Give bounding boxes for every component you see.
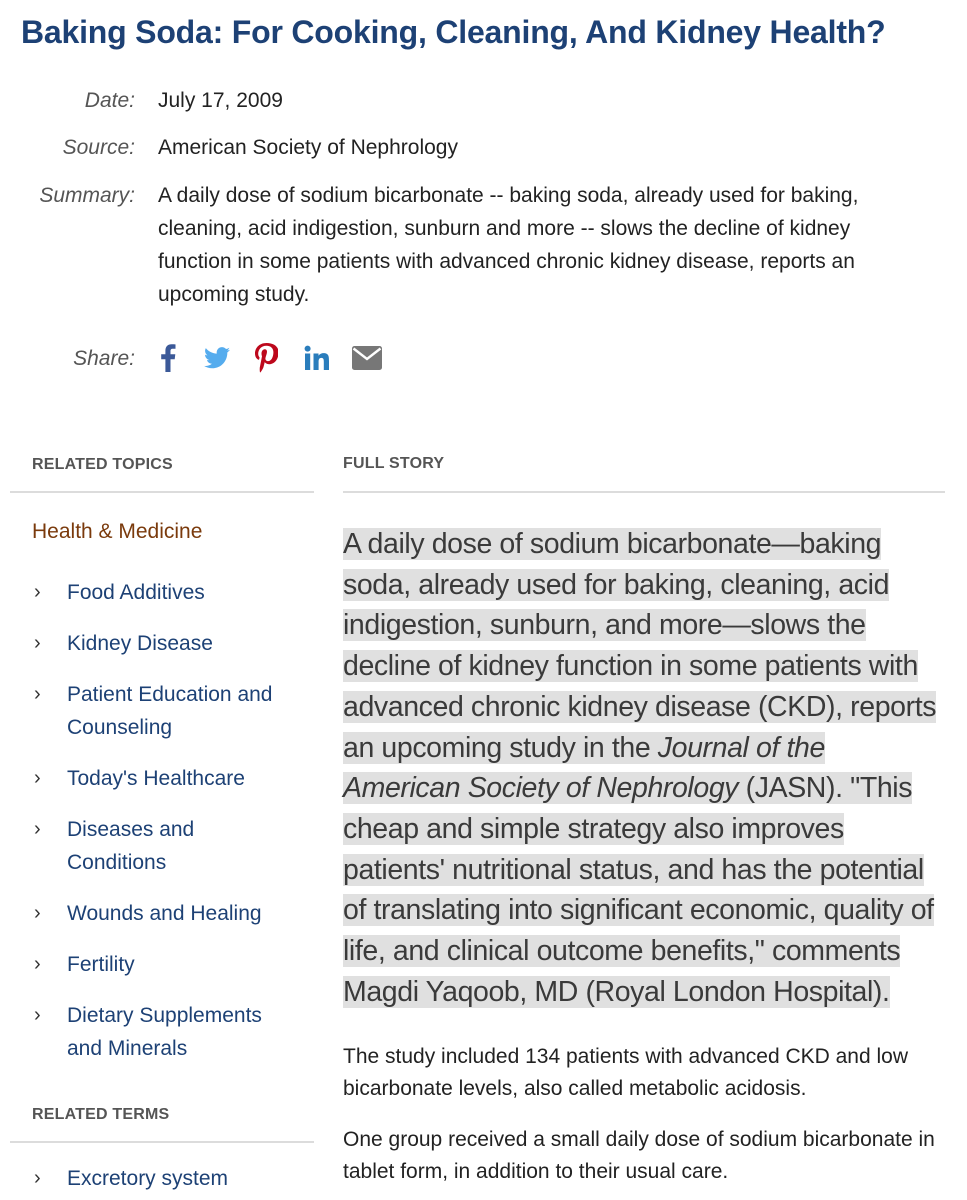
source-value: American Society of Nephrology bbox=[158, 136, 458, 159]
chevron-right-icon: › bbox=[34, 581, 41, 603]
chevron-right-icon: › bbox=[34, 953, 41, 975]
share-label: Share: bbox=[73, 347, 135, 370]
lead-text-2: (JASN). "This cheap and simple strategy also improves patients' nutritional status, and has the potential of translating into significant economic, quality of life, and clinical outcome benefits," comments Magdi Yaqoob, MD (Royal London Hospital). bbox=[343, 772, 934, 1008]
chevron-right-icon: › bbox=[34, 1167, 41, 1189]
topic-item[interactable]: › Today's Healthcare bbox=[32, 762, 317, 795]
topic-item[interactable]: › Patient Education and Counseling bbox=[32, 678, 317, 744]
story-divider bbox=[343, 491, 945, 493]
story-paragraph: The study included 134 patients with advanced CKD and low bicarbonate levels, also called metabolic acidosis. bbox=[343, 1045, 909, 1100]
topic-category[interactable]: Health & Medicine bbox=[32, 520, 203, 543]
lead-text-1: A daily dose of sodium bicarbonate—baking soda, already used for baking, cleaning, acid indigestion, sunburn, and more—slows the decline of kidney function in some patients with advanced chronic kidney disease (CKD), reports an upcoming study in the bbox=[343, 528, 937, 764]
chevron-right-icon: › bbox=[34, 683, 41, 705]
source-label: Source: bbox=[62, 136, 135, 159]
share-icons bbox=[160, 340, 402, 376]
summary-label: Summary: bbox=[39, 184, 135, 207]
full-story-heading: FULL STORY bbox=[343, 455, 445, 472]
chevron-right-icon: › bbox=[34, 767, 41, 789]
related-terms-list bbox=[32, 1162, 317, 1195]
topic-item[interactable]: › Kidney Disease bbox=[32, 627, 317, 660]
article-title: Baking Soda: For Cooking, Cleaning, And Kidney Health? bbox=[21, 14, 886, 50]
term-item[interactable]: › Excretory system bbox=[32, 1162, 317, 1195]
pinterest-icon[interactable] bbox=[254, 343, 278, 373]
chevron-right-icon: › bbox=[34, 818, 41, 840]
chevron-right-icon: › bbox=[34, 1004, 41, 1026]
related-topics-list bbox=[32, 576, 317, 1065]
related-topics-heading: RELATED TOPICS bbox=[32, 456, 173, 473]
lead-highlight bbox=[343, 528, 936, 1008]
topic-item[interactable]: › Wounds and Healing bbox=[32, 897, 317, 930]
chevron-right-icon: › bbox=[34, 902, 41, 924]
topic-item[interactable]: › Diseases and Conditions bbox=[32, 813, 247, 879]
sidebar-divider bbox=[10, 1141, 314, 1143]
sidebar-divider bbox=[10, 491, 314, 493]
date-label: Date: bbox=[84, 89, 135, 112]
summary-value: A daily dose of sodium bicarbonate -- baking soda, already used for baking, cleaning, acid indigestion, sunburn and more -- slows the decline of kidney function in some patients with advanced chronic kidney disease, reports an upcoming study. bbox=[158, 184, 859, 306]
related-terms-heading: RELATED TERMS bbox=[32, 1106, 170, 1123]
story-paragraph: One group received a small daily dose of sodium bicarbonate in tablet form, in addition to their usual care. bbox=[343, 1128, 935, 1183]
topic-item[interactable]: › Fertility bbox=[32, 948, 317, 981]
linkedin-icon[interactable] bbox=[304, 345, 330, 371]
chevron-right-icon: › bbox=[34, 632, 41, 654]
journal-name: Journal of the American Society of Nephrology bbox=[343, 731, 825, 805]
email-icon[interactable] bbox=[352, 346, 382, 370]
topic-item[interactable]: › Food Additives bbox=[32, 576, 317, 609]
twitter-icon[interactable] bbox=[204, 347, 230, 369]
topic-item[interactable]: › Dietary Supplements and Minerals bbox=[32, 999, 302, 1065]
facebook-icon[interactable] bbox=[160, 344, 176, 372]
story-lead bbox=[343, 524, 943, 1012]
date-value: July 17, 2009 bbox=[158, 89, 283, 112]
